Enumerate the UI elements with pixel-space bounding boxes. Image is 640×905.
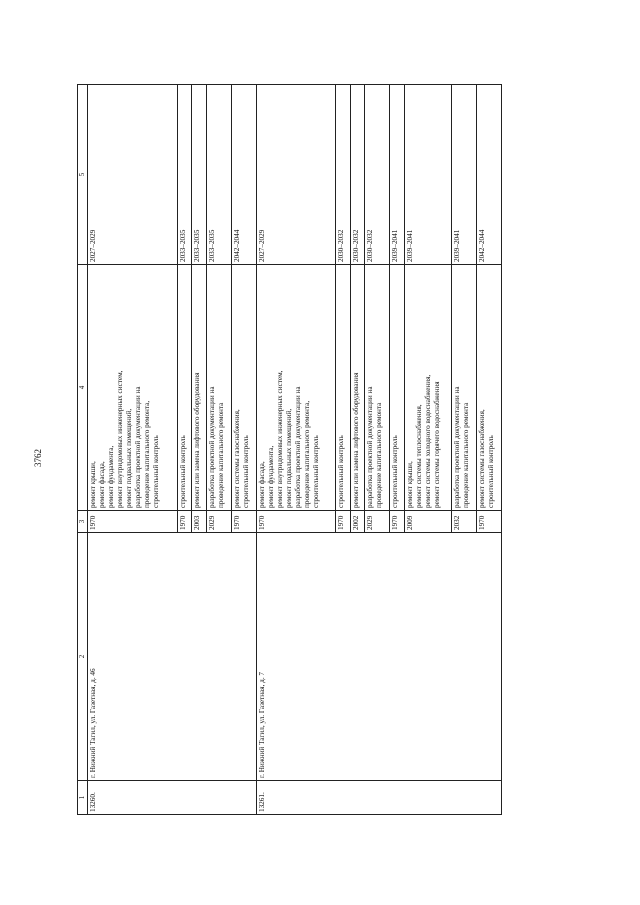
planned-period: 2027–2029: [87, 85, 177, 265]
repair-schedule-sheet: [77, 85, 502, 815]
building-address: г. Нижний Тагил, ул. Газетная, д. 46: [87, 533, 256, 781]
planned-period: 2042–2044: [231, 85, 256, 265]
commissioning-year: 2002: [350, 511, 364, 533]
table-header: [78, 85, 88, 815]
repair-works: ремонт системы газоснабжения, строительный контроль: [231, 265, 256, 511]
commissioning-year: 2009: [404, 511, 451, 533]
commissioning-year: 1970: [177, 511, 191, 533]
planned-period: 2033–2035: [177, 85, 191, 265]
commissioning-year: 2003: [192, 511, 206, 533]
commissioning-year: 1970: [476, 511, 501, 533]
entry-number: 13261.: [257, 781, 502, 815]
column-header-5: 5: [78, 85, 88, 265]
planned-period: 2030–2032: [336, 85, 350, 265]
commissioning-year: 1970: [336, 511, 350, 533]
commissioning-year: 1970: [87, 511, 177, 533]
planned-period: 2030–2032: [350, 85, 364, 265]
repair-works: разработка проектной документации на проведение капитального ремонта: [451, 265, 476, 511]
planned-period: 2033–2035: [192, 85, 206, 265]
planned-period: 2042–2044: [476, 85, 501, 265]
repair-schedule-table: [77, 84, 502, 815]
repair-works: строительный контроль: [390, 265, 404, 511]
planned-period: 2039–2041: [451, 85, 476, 265]
commissioning-year: 1970: [231, 511, 256, 533]
planned-period: 2039–2041: [390, 85, 404, 265]
column-header-4: 4: [78, 265, 88, 511]
repair-works: ремонт крыши, ремонт системы теплоснабжения, ремонт системы холодного водоснабжения, ремонт системы горячего водоснабжения: [404, 265, 451, 511]
planned-period: 2033–2035: [206, 85, 231, 265]
planned-period: 2039–2041: [404, 85, 451, 265]
repair-works: разработка проектной документации на проведение капитального ремонта: [365, 265, 390, 511]
header-row: [78, 85, 88, 815]
commissioning-year: 1970: [390, 511, 404, 533]
repair-works: строительный контроль: [336, 265, 350, 511]
column-header-1: 1: [78, 781, 88, 815]
repair-works: ремонт или замена лифтового оборудования: [192, 265, 206, 511]
building-address: г. Нижний Тагил, ул. Газетная, д. 7: [257, 533, 502, 781]
repair-works: ремонт системы газоснабжения, строительный контроль: [476, 265, 501, 511]
repair-works: ремонт фасада, ремонт фундамента, ремонт внутридомовых инженерных систем, ремонт подвальных помещений, разработка проектной документации на проведение капитального ремонта, строительный контроль: [257, 265, 336, 511]
repair-works: ремонт или замена лифтового оборудования: [350, 265, 364, 511]
entry-number: 13260.: [87, 781, 256, 815]
repair-works: строительный контроль: [177, 265, 191, 511]
page-number: 3762: [33, 449, 43, 467]
commissioning-year: 2032: [451, 511, 476, 533]
planned-period: 2030–2032: [365, 85, 390, 265]
table-row: [257, 85, 336, 815]
table-row: [87, 85, 177, 815]
repair-works: разработка проектной документации на проведение капитального ремонта: [206, 265, 231, 511]
table-body: [87, 85, 501, 815]
repair-works: ремонт крыши, ремонт фасада, ремонт фундамента, ремонт внутридомовых инженерных систем, ремонт подвальных помещений, разработка проектной документации на проведение капитального ремонта, строительный контроль: [87, 265, 177, 511]
commissioning-year: 2029: [206, 511, 231, 533]
column-header-2: 2: [78, 533, 88, 781]
planned-period: 2027–2029: [257, 85, 336, 265]
commissioning-year: 1970: [257, 511, 336, 533]
column-header-3: 3: [78, 511, 88, 533]
commissioning-year: 2029: [365, 511, 390, 533]
